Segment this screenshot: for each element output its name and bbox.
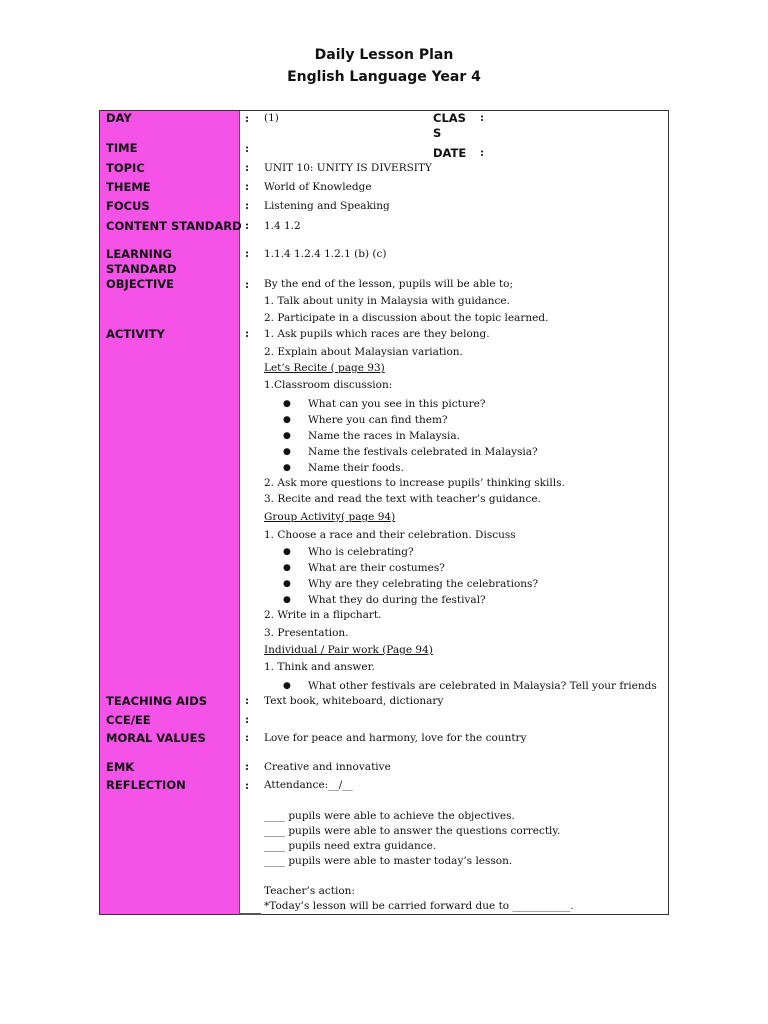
value-theme: World of Knowledge <box>264 181 372 193</box>
label-day: DAY <box>106 111 132 125</box>
bullet-icon: ● <box>283 447 291 457</box>
colon-time: : <box>245 142 250 155</box>
value-learning-standard: 1.1.4 1.2.4 1.2.1 (b) (c) <box>264 248 387 260</box>
colon-focus: : <box>245 199 250 212</box>
teacher-action-heading: Teacher’s action: <box>264 885 355 897</box>
group-bullet: What are their costumes? <box>308 562 445 574</box>
reflection-line: ____ pupils were able to master today’s lesson. <box>264 855 513 867</box>
label-activity: ACTIVITY <box>106 327 165 341</box>
bullet-icon: ● <box>283 681 291 691</box>
label-standard: STANDARD <box>106 262 177 276</box>
discussion-bullet: What can you see in this picture? <box>308 398 486 410</box>
activity-step-questions: 2. Ask more questions to increase pupils’ thinking skills. <box>264 477 565 489</box>
colon-reflection: : <box>245 779 250 792</box>
discussion-bullet: Name the races in Malaysia. <box>308 430 460 442</box>
colon-content-standard: : <box>245 219 250 232</box>
value-emk: Creative and innovative <box>264 761 391 773</box>
discussion-bullet: Name their foods. <box>308 462 404 474</box>
value-content-standard: 1.4 1.2 <box>264 220 301 232</box>
reflection-line: ____ pupils were able to achieve the objectives. <box>264 810 515 822</box>
activity-step-1: 1. Ask pupils which races are they belong. <box>264 328 490 340</box>
colon-cce-ee: : <box>245 713 250 726</box>
label-emk: EMK <box>106 760 135 774</box>
colon-topic: : <box>245 161 250 174</box>
label-topic: TOPIC <box>106 161 145 175</box>
teacher-action-line: *Today’s lesson will be carried forward due to ___________. <box>264 900 574 912</box>
objective-item-2: 2. Participate in a discussion about the topic learned. <box>264 312 549 324</box>
document-subtitle: English Language Year 4 <box>287 69 481 85</box>
reflection-attendance: Attendance:__/__ <box>264 779 353 791</box>
label-date: DATE <box>433 146 467 160</box>
objective-intro: By the end of the lesson, pupils will be able to; <box>264 278 514 290</box>
value-topic: UNIT 10: UNITY IS DIVERSITY <box>264 162 432 174</box>
group-step-1: 1. Choose a race and their celebration. Discuss <box>264 529 516 541</box>
colon-theme: : <box>245 180 250 193</box>
label-objective: OBJECTIVE <box>106 277 174 291</box>
bullet-icon: ● <box>283 547 291 557</box>
bullet-icon: ● <box>283 579 291 589</box>
label-focus: FOCUS <box>106 199 150 213</box>
value-focus: Listening and Speaking <box>264 200 390 212</box>
classroom-discussion: 1.Classroom discussion: <box>264 379 393 391</box>
group-step-3: 3. Presentation. <box>264 627 349 639</box>
label-class-wrap: S <box>433 126 442 140</box>
individual-bullet: What other festivals are celebrated in Malaysia? Tell your friends <box>308 680 657 692</box>
colon-teaching-aids: : <box>245 694 250 707</box>
label-class: CLAS <box>433 111 466 125</box>
group-bullet: Why are they celebrating the celebrations? <box>308 578 539 590</box>
group-bullet: Who is celebrating? <box>308 546 414 558</box>
reflection-line: ____ pupils need extra guidance. <box>264 840 437 852</box>
label-cce-ee: CCE/EE <box>106 713 151 727</box>
activity-step-recite: 3. Recite and read the text with teacher’s guidance. <box>264 493 541 505</box>
label-reflection: REFLECTION <box>106 778 186 792</box>
individual-step-1: 1. Think and answer. <box>264 661 375 673</box>
value-teaching-aids: Text book, whiteboard, dictionary <box>264 695 444 707</box>
label-theme: THEME <box>106 180 151 194</box>
value-day: (1) <box>264 112 279 124</box>
bullet-icon: ● <box>283 595 291 605</box>
activity-step-2: 2. Explain about Malaysian variation. <box>264 346 463 358</box>
colon-activity: : <box>245 327 250 340</box>
discussion-bullet: Name the festivals celebrated in Malaysia? <box>308 446 538 458</box>
colon-class: : <box>480 111 485 124</box>
colon-learning-standard: : <box>245 247 250 260</box>
label-learning: LEARNING <box>106 247 172 261</box>
bullet-icon: ● <box>283 399 291 409</box>
bottom-rule <box>239 913 261 915</box>
bullet-icon: ● <box>283 463 291 473</box>
group-step-2: 2. Write in a flipchart. <box>264 609 382 621</box>
reflection-line: ____ pupils were able to answer the questions correctly. <box>264 825 561 837</box>
colon-emk: : <box>245 760 250 773</box>
label-moral-values: MORAL VALUES <box>106 731 206 745</box>
label-teaching-aids: TEACHING AIDS <box>106 694 208 708</box>
group-bullet: What they do during the festival? <box>308 594 486 606</box>
objective-item-1: 1. Talk about unity in Malaysia with guidance. <box>264 295 510 307</box>
individual-heading: Individual / Pair work (Page 94) <box>264 644 433 656</box>
document-title: Daily Lesson Plan <box>314 47 454 63</box>
discussion-bullet: Where you can find them? <box>308 414 448 426</box>
group-activity-heading: Group Activity( page 94) <box>264 511 396 523</box>
colon-moral-values: : <box>245 731 250 744</box>
colon-objective: : <box>245 278 250 291</box>
colon-date: : <box>480 146 485 159</box>
label-time: TIME <box>106 141 138 155</box>
recite-heading: Let’s Recite ( page 93) <box>264 362 385 374</box>
bullet-icon: ● <box>283 415 291 425</box>
colon-day: : <box>245 112 250 125</box>
bullet-icon: ● <box>283 563 291 573</box>
label-content-standard: CONTENT STANDARD <box>106 219 242 233</box>
bullet-icon: ● <box>283 431 291 441</box>
value-moral-values: Love for peace and harmony, love for the country <box>264 732 527 744</box>
